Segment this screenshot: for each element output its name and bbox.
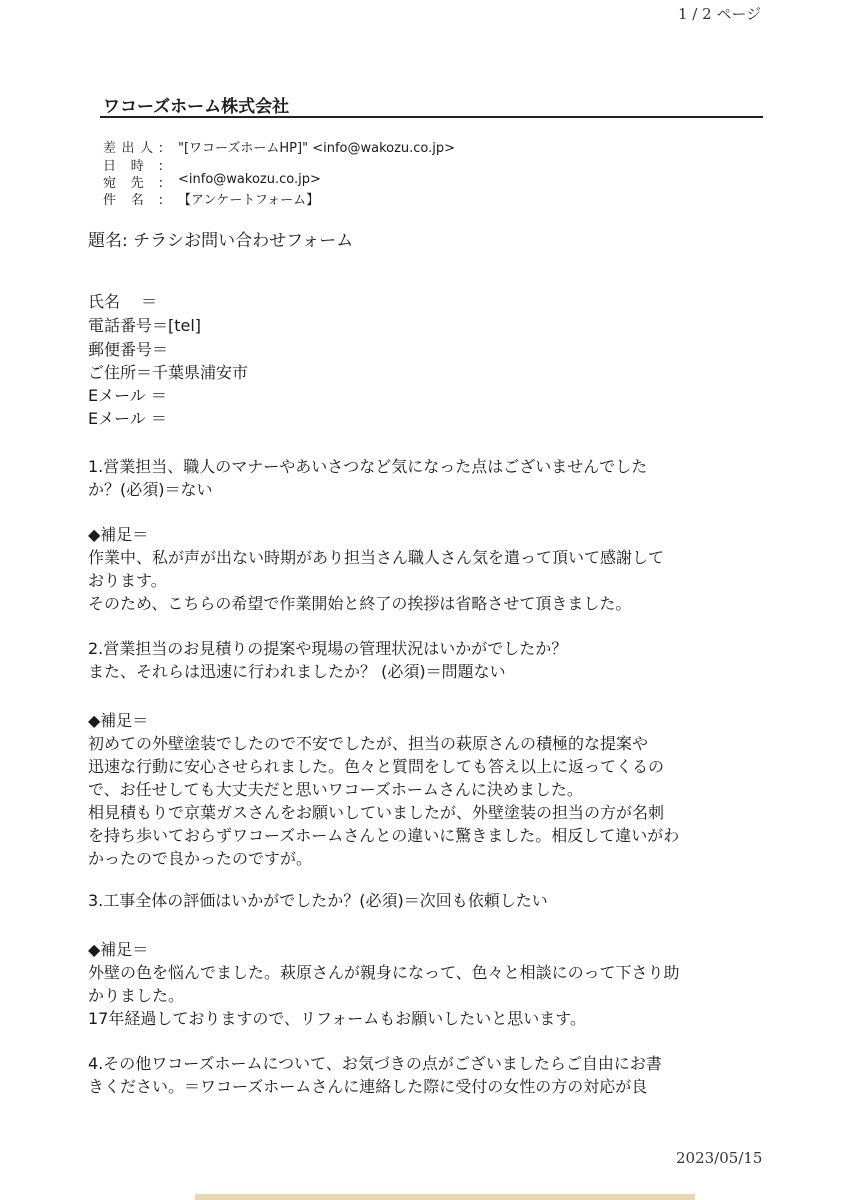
email-field-2: Eメール ＝: [88, 409, 167, 428]
note-label: ◆補足＝: [88, 940, 149, 959]
note-label: ◆補足＝: [88, 525, 149, 544]
note-label: ◆補足＝: [88, 711, 149, 730]
from-label: 差出人:: [103, 141, 163, 156]
note-line: そのため、こちらの希望で作業開始と終了の挨拶は省略させて頂きました。: [88, 594, 632, 613]
subject-label: 件名:: [103, 193, 163, 208]
note-line: 作業中、私が声が出ない時期があり担当さん職人さん気を遣って頂いて感謝して: [88, 548, 665, 567]
form-title: 題名: チラシお問い合わせフォーム: [88, 231, 354, 251]
question-text: 2.営業担当のお見積りの提案や現場の管理状況はいかがでしたか？: [88, 639, 568, 658]
question-text: きください。＝ワコーズホームさんに連絡した際に受付の女性の方の対応が良: [88, 1077, 648, 1096]
header-divider: [100, 116, 763, 118]
question-text: 3.工事全体の評価はいかがでしたか？(必須)＝次回も依頼したい: [88, 891, 548, 910]
note-line: で、お任せしても大丈夫だと思いワコーズホームさんに決めました。: [88, 780, 583, 799]
note-line: かったので良かったのですが。: [88, 849, 313, 868]
address-field: ご住所＝千葉県浦安市: [88, 363, 249, 382]
page-number: 1 / 2 ページ: [678, 5, 762, 23]
note-line: 外壁の色を悩んでました。萩原さんが親身になって、色々と相談にのって下さり助: [88, 963, 680, 982]
note-line: 初めての外壁塗装でしたので不安でしたが、担当の萩原さんの積極的な提案や: [88, 734, 649, 753]
name-field: 氏名 ＝: [88, 292, 158, 311]
scan-edge: [195, 1194, 695, 1200]
subject-value: 【アンケートフォーム】: [178, 193, 320, 208]
note-line: おります。: [88, 571, 167, 590]
date-label: 日時:: [103, 159, 163, 174]
question-text: 4.その他ワコーズホームについて、お気づきの点がございましたらご自由にお書: [88, 1054, 662, 1073]
to-label: 宛先:: [103, 176, 163, 191]
from-value: "[ワコーズホームHP]" <info@wakozu.co.jp>: [178, 141, 456, 156]
question-text: 1.営業担当、職人のマナーやあいさつなど気になった点はございませんでした: [88, 457, 648, 476]
question-text: また、それらは迅速に行われましたか？ (必須)＝問題ない: [88, 662, 506, 681]
postal-field: 郵便番号＝: [88, 340, 169, 359]
note-line: を持ち歩いておらずワコーズホームさんとの違いに驚きました。相反して違いがわ: [88, 826, 680, 845]
email-field-1: Eメール ＝: [88, 386, 167, 405]
company-name: ワコーズホーム株式会社: [103, 97, 290, 117]
note-line: かりました。: [88, 986, 185, 1005]
to-value: <info@wakozu.co.jp>: [178, 172, 321, 187]
footer-date: 2023/05/15: [676, 1149, 763, 1167]
note-line: 相見積もりで京葉ガスさんをお願いしていましたが、外壁塗装の担当の方が名刺: [88, 803, 665, 822]
question-text: か？(必須)＝ない: [88, 480, 213, 499]
phone-field: 電話番号＝[tel]: [88, 316, 202, 335]
note-line: 17年経過しておりますので、リフォームもお願いしたいと思います。: [88, 1009, 586, 1028]
note-line: 迅速な行動に安心させられました。色々と質問をしても答え以上に返ってくるの: [88, 757, 665, 776]
